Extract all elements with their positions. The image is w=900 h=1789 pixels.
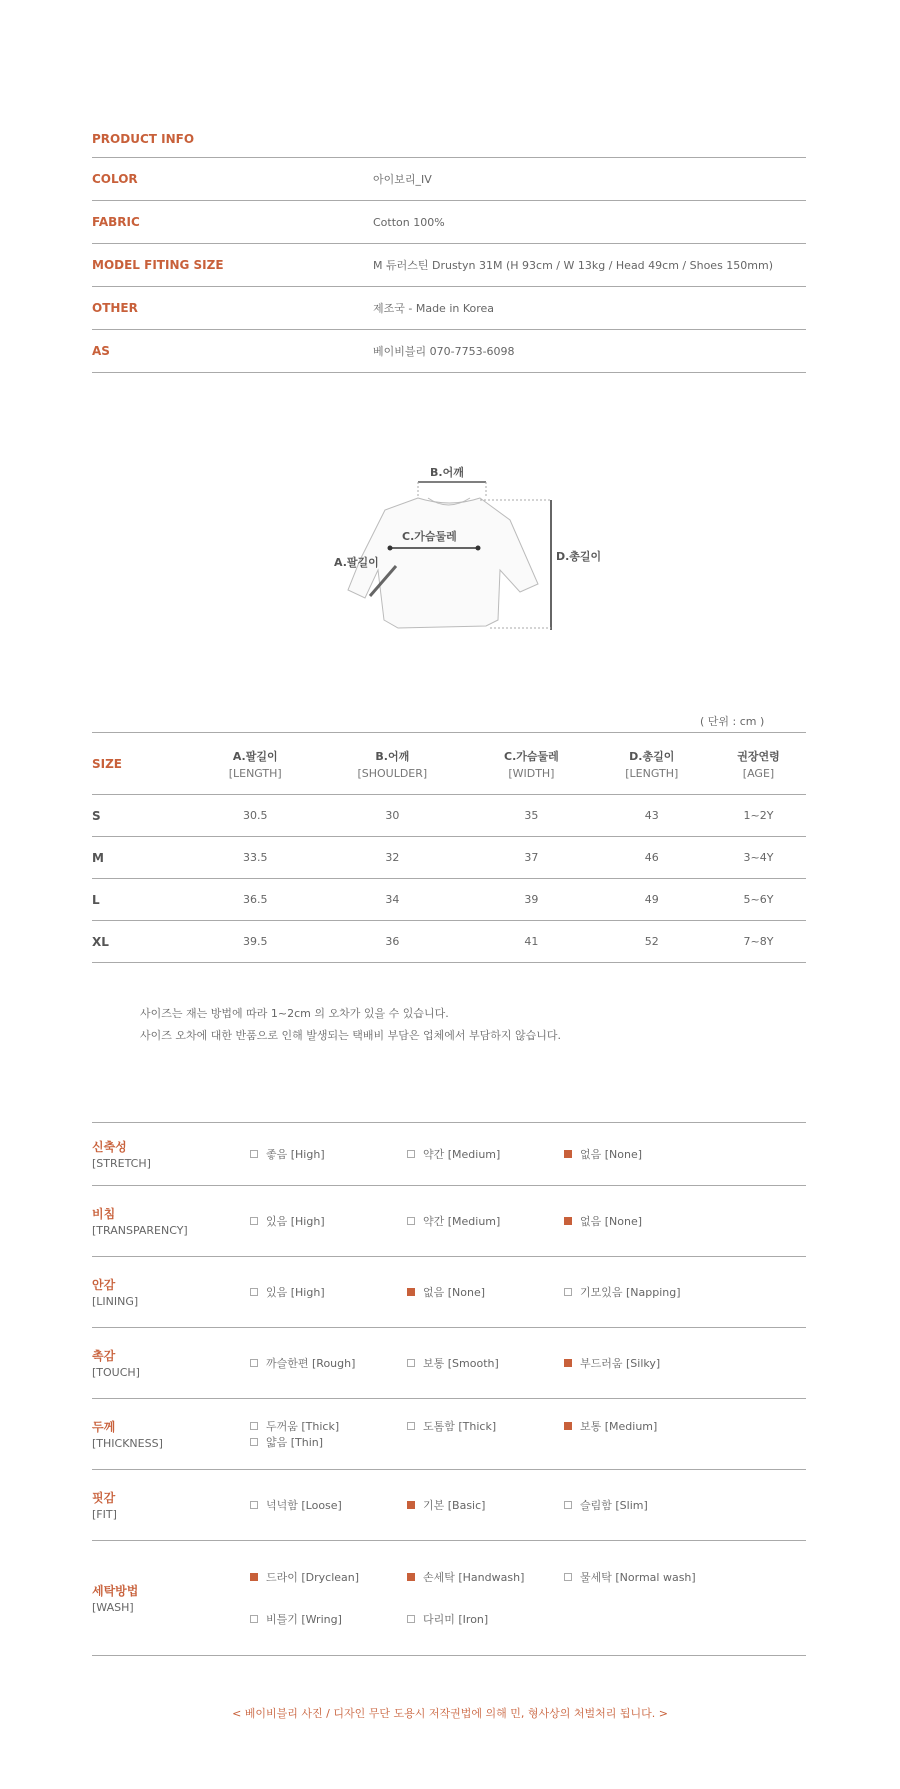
checkbox-icon [407, 1359, 415, 1367]
product-info-table [92, 116, 806, 373]
chest-point-right [476, 546, 481, 551]
garment-illustration [330, 460, 630, 640]
char-title-ko: 비침 [92, 1207, 116, 1221]
column-sub: [SHOULDER] [357, 766, 428, 780]
option-label: 좋음 [High] [266, 1148, 325, 1161]
char-title-en: [STRETCH] [92, 1157, 151, 1170]
checkbox-icon [407, 1422, 415, 1430]
table-row [92, 837, 806, 879]
option-label: 물세탁 [Normal wash] [580, 1571, 696, 1584]
char-row-wash [92, 1541, 806, 1656]
label-shoulder: B.어깨 [430, 466, 464, 479]
table-row [92, 921, 806, 963]
label-sleeve: A.팔길이 [334, 556, 379, 569]
checkbox-checked-icon [564, 1150, 572, 1158]
char-option [407, 1497, 564, 1513]
char-title [92, 1276, 250, 1308]
checkbox-icon [250, 1217, 258, 1225]
char-options [250, 1284, 806, 1300]
char-option [250, 1569, 407, 1585]
char-option [250, 1146, 407, 1162]
table-cell: 1~2Y [711, 795, 806, 837]
checkbox-icon [407, 1150, 415, 1158]
table-cell: 41 [470, 921, 592, 963]
checkbox-checked-icon [407, 1573, 415, 1581]
char-option [407, 1611, 564, 1627]
measurement-diagram [330, 460, 630, 640]
table-cell: 30.5 [196, 795, 314, 837]
option-label: 드라이 [Dryclean] [266, 1571, 360, 1584]
table-cell: 37 [470, 837, 592, 879]
checkbox-icon [250, 1615, 258, 1623]
info-value: 제조국 - Made in Korea [373, 302, 495, 315]
char-row-transparency [92, 1186, 806, 1257]
char-title [92, 1347, 250, 1379]
option-label: 기본 [Basic] [423, 1499, 486, 1512]
table-cell: 7~8Y [711, 921, 806, 963]
char-title [92, 1582, 250, 1614]
char-option [564, 1418, 721, 1434]
option-label: 없음 [None] [580, 1215, 643, 1228]
char-title-ko: 촉감 [92, 1349, 116, 1363]
checkbox-checked-icon [564, 1359, 572, 1367]
option-label: 얇음 [Thin] [266, 1436, 324, 1449]
unit-label: ( 단위 : cm ) [700, 715, 765, 728]
char-title [92, 1418, 250, 1450]
table-cell: 39 [470, 879, 592, 921]
option-label: 슬림함 [Slim] [580, 1499, 648, 1512]
info-key: OTHER [92, 301, 138, 315]
char-title-ko: 세탁방법 [92, 1584, 139, 1598]
char-option [564, 1284, 721, 1300]
option-label: 비틀기 [Wring] [266, 1613, 342, 1626]
info-key: MODEL FITING SIZE [92, 258, 224, 272]
column-title: D.총길이 [629, 749, 675, 763]
product-info-title: PRODUCT INFO [92, 116, 806, 158]
option-label: 보통 [Smooth] [423, 1357, 499, 1370]
info-value: M 듀러스틴 Drustyn 31M (H 93cm / W 13kg / Head 49cm / Shoes 150mm) [373, 259, 774, 272]
char-option [250, 1434, 350, 1450]
char-options [250, 1146, 806, 1162]
checkbox-icon [407, 1615, 415, 1623]
checkbox-icon [250, 1359, 258, 1367]
char-options [250, 1569, 806, 1627]
column-header [593, 733, 711, 795]
char-row-fit [92, 1470, 806, 1541]
checkbox-icon [250, 1438, 258, 1446]
char-title [92, 1138, 250, 1170]
column-header [470, 733, 592, 795]
char-options [250, 1213, 806, 1229]
label-chest: C.가슴둘레 [402, 530, 457, 543]
size-cell: XL [92, 921, 196, 963]
table-cell: 36 [314, 921, 470, 963]
char-title-ko: 신축성 [92, 1140, 127, 1154]
char-title-en: [FIT] [92, 1508, 117, 1521]
chest-point-left [388, 546, 393, 551]
option-label: 까슬한편 [Rough] [266, 1357, 356, 1370]
size-cell: L [92, 879, 196, 921]
table-row [92, 795, 806, 837]
column-title: 권장연령 [737, 749, 780, 763]
info-row-fabric [92, 201, 806, 244]
table-cell: 30 [314, 795, 470, 837]
checkbox-icon [564, 1573, 572, 1581]
info-value: 아이보리_IV [373, 173, 432, 186]
char-option [407, 1213, 564, 1229]
column-sub: [AGE] [742, 766, 775, 780]
info-row-model-size [92, 244, 806, 287]
char-option [564, 1213, 721, 1229]
char-title [92, 1489, 250, 1521]
option-label: 없음 [None] [580, 1148, 643, 1161]
checkbox-checked-icon [407, 1501, 415, 1509]
table-cell: 5~6Y [711, 879, 806, 921]
char-title-en: [TRANSPARENCY] [92, 1224, 188, 1237]
checkbox-icon [564, 1501, 572, 1509]
table-cell: 43 [593, 795, 711, 837]
info-row-color [92, 158, 806, 201]
column-title: C.가슴둘레 [504, 749, 559, 763]
char-title-en: [WASH] [92, 1601, 134, 1614]
char-row-stretch [92, 1123, 806, 1186]
option-label: 두꺼움 [Thick] [266, 1420, 340, 1433]
char-option [250, 1418, 407, 1434]
checkbox-checked-icon [407, 1288, 415, 1296]
info-value: 베이비블리 070-7753-6098 [373, 345, 515, 358]
char-row-touch [92, 1328, 806, 1399]
option-label: 넉넉함 [Loose] [266, 1499, 342, 1512]
char-option [250, 1611, 407, 1627]
char-option [250, 1355, 407, 1371]
char-option [564, 1497, 721, 1513]
checkbox-icon [564, 1288, 572, 1296]
info-key: FABRIC [92, 215, 140, 229]
checkbox-checked-icon [250, 1573, 258, 1581]
option-label: 약간 [Medium] [423, 1148, 501, 1161]
note-line: 사이즈는 재는 방법에 따라 1~2cm 의 오차가 있을 수 있습니다. [140, 1007, 449, 1020]
checkbox-icon [407, 1217, 415, 1225]
option-label: 도톰함 [Thick] [423, 1420, 497, 1433]
table-cell: 39.5 [196, 921, 314, 963]
char-option [250, 1497, 407, 1513]
column-sub: [LENGTH] [228, 766, 282, 780]
option-label: 부드러움 [Silky] [580, 1357, 661, 1370]
char-option [250, 1284, 407, 1300]
option-label: 있음 [High] [266, 1215, 325, 1228]
char-option [564, 1146, 721, 1162]
column-sub: [LENGTH] [625, 766, 679, 780]
option-label: 손세탁 [Handwash] [423, 1571, 525, 1584]
char-option [564, 1355, 721, 1371]
char-options [250, 1418, 806, 1450]
info-value: Cotton 100% [373, 215, 445, 229]
char-title-ko: 핏감 [92, 1491, 116, 1505]
checkbox-checked-icon [564, 1217, 572, 1225]
checkbox-checked-icon [564, 1422, 572, 1430]
char-title [92, 1205, 250, 1237]
char-option [564, 1569, 764, 1585]
table-cell: 46 [593, 837, 711, 879]
size-cell: M [92, 837, 196, 879]
size-header: SIZE [92, 733, 196, 795]
copyright-notice: < 베이비블리 사진 / 디자인 무단 도용시 저작권법에 의해 민, 형사상의 처벌처리 됩니다. > [232, 1707, 668, 1720]
char-title-en: [LINING] [92, 1295, 139, 1308]
info-row-as [92, 330, 806, 373]
option-label: 있음 [High] [266, 1286, 325, 1299]
option-label: 기모있음 [Napping] [580, 1286, 681, 1299]
char-option [407, 1355, 564, 1371]
note-line: 사이즈 오차에 대한 반품으로 인해 발생되는 택배비 부담은 업체에서 부담하지 않습니다. [140, 1029, 561, 1042]
checkbox-icon [250, 1422, 258, 1430]
char-options [250, 1497, 806, 1513]
table-cell: 32 [314, 837, 470, 879]
column-header [196, 733, 314, 795]
char-row-lining [92, 1257, 806, 1328]
label-length: D.총길이 [556, 550, 602, 563]
char-title-en: [TOUCH] [92, 1366, 140, 1379]
option-label: 없음 [None] [423, 1286, 486, 1299]
char-title-ko: 안감 [92, 1278, 116, 1292]
column-sub: [WIDTH] [508, 766, 555, 780]
char-option [407, 1418, 564, 1434]
char-option [407, 1284, 564, 1300]
checkbox-icon [250, 1150, 258, 1158]
option-label: 다리미 [Iron] [423, 1613, 489, 1626]
info-row-other [92, 287, 806, 330]
characteristics-table [92, 1122, 806, 1656]
checkbox-icon [250, 1501, 258, 1509]
size-notes [140, 1003, 561, 1047]
table-cell: 34 [314, 879, 470, 921]
column-title: A.팔길이 [232, 749, 278, 763]
char-option [407, 1569, 564, 1585]
char-title-ko: 두께 [92, 1420, 116, 1434]
table-cell: 52 [593, 921, 711, 963]
size-table [92, 732, 806, 963]
table-row [92, 879, 806, 921]
option-label: 보통 [Medium] [580, 1420, 658, 1433]
option-label: 약간 [Medium] [423, 1215, 501, 1228]
column-header [711, 733, 806, 795]
char-title-en: [THICKNESS] [92, 1437, 163, 1450]
char-options [250, 1355, 806, 1371]
char-row-thickness [92, 1399, 806, 1470]
checkbox-icon [250, 1288, 258, 1296]
column-header [314, 733, 470, 795]
char-option [407, 1146, 564, 1162]
table-cell: 35 [470, 795, 592, 837]
info-key: AS [92, 344, 110, 358]
char-option [250, 1213, 407, 1229]
column-title: B.어깨 [375, 749, 410, 763]
size-cell: S [92, 795, 196, 837]
size-table-header [92, 733, 806, 795]
info-key: COLOR [92, 172, 138, 186]
table-cell: 49 [593, 879, 711, 921]
table-cell: 3~4Y [711, 837, 806, 879]
table-cell: 33.5 [196, 837, 314, 879]
table-cell: 36.5 [196, 879, 314, 921]
